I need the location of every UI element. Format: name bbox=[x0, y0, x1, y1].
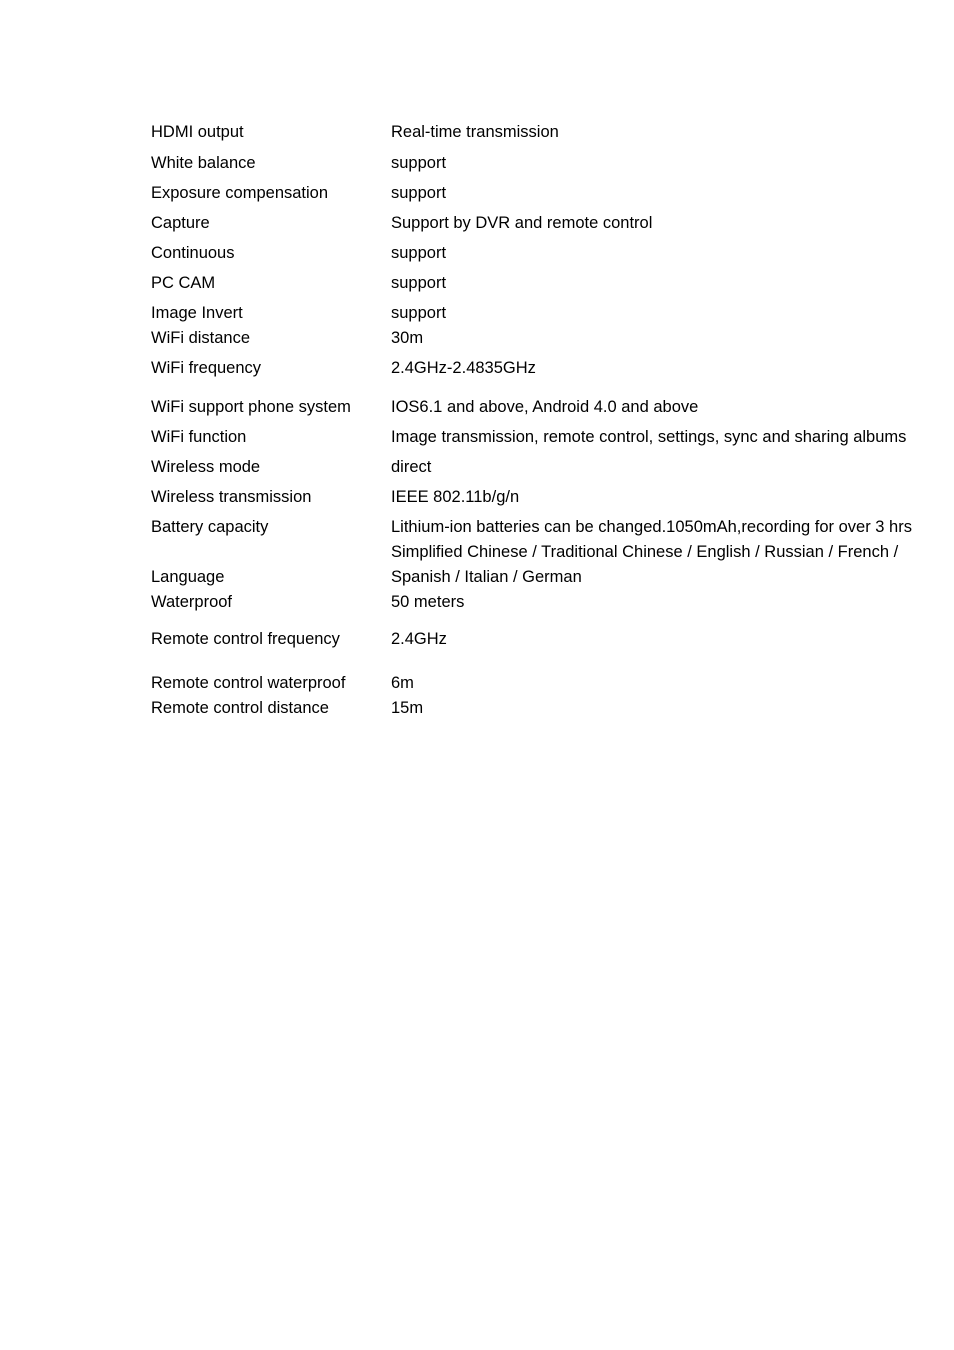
spec-value: support bbox=[391, 184, 447, 202]
spec-value: support bbox=[391, 274, 447, 292]
spec-label: PC CAM bbox=[151, 274, 216, 292]
spec-value: IOS6.1 and above, Android 4.0 and above bbox=[391, 398, 699, 416]
spec-value: 6m bbox=[391, 674, 414, 692]
spec-label: Wireless mode bbox=[151, 458, 261, 476]
spec-label: Continuous bbox=[151, 244, 235, 262]
spec-label: WiFi support phone system bbox=[151, 398, 351, 416]
spec-label: Remote control waterproof bbox=[151, 674, 346, 692]
spec-value: Lithium-ion batteries can be changed.1050mAh,recording for over 3 hrs bbox=[391, 518, 912, 536]
spec-label: WiFi frequency bbox=[151, 359, 262, 377]
spec-label: White balance bbox=[151, 154, 256, 172]
spec-value: Image transmission, remote control, settings, sync and sharing albums bbox=[391, 428, 907, 446]
spec-label: Remote control frequency bbox=[151, 630, 340, 648]
spec-value: 50 meters bbox=[391, 593, 465, 611]
spec-value-line2: Spanish / Italian / German bbox=[391, 568, 582, 586]
spec-label: HDMI output bbox=[151, 123, 244, 141]
spec-label: Capture bbox=[151, 214, 210, 232]
spec-label: Image Invert bbox=[151, 304, 243, 322]
spec-label: Wireless transmission bbox=[151, 488, 312, 506]
spec-label: WiFi distance bbox=[151, 329, 251, 347]
spec-value: 2.4GHz-2.4835GHz bbox=[391, 359, 536, 377]
spec-value: direct bbox=[391, 458, 432, 476]
spec-value: Support by DVR and remote control bbox=[391, 214, 653, 232]
spec-label: Remote control distance bbox=[151, 699, 329, 717]
spec-value: IEEE 802.11b/g/n bbox=[391, 488, 520, 506]
spec-label: Waterproof bbox=[151, 593, 233, 611]
spec-label: Exposure compensation bbox=[151, 184, 329, 202]
spec-label: Battery capacity bbox=[151, 518, 269, 536]
spec-value: 2.4GHz bbox=[391, 630, 447, 648]
spec-label: Language bbox=[151, 568, 225, 586]
spec-value: 15m bbox=[391, 699, 424, 717]
spec-value: 30m bbox=[391, 329, 424, 347]
spec-value: support bbox=[391, 154, 447, 172]
spec-label: WiFi function bbox=[151, 428, 247, 446]
spec-value: support bbox=[391, 304, 447, 322]
spec-value-line1: Simplified Chinese / Traditional Chinese / English / Russian / French / bbox=[391, 543, 899, 561]
spec-value: Real-time transmission bbox=[391, 123, 559, 141]
spec-value: support bbox=[391, 244, 447, 262]
